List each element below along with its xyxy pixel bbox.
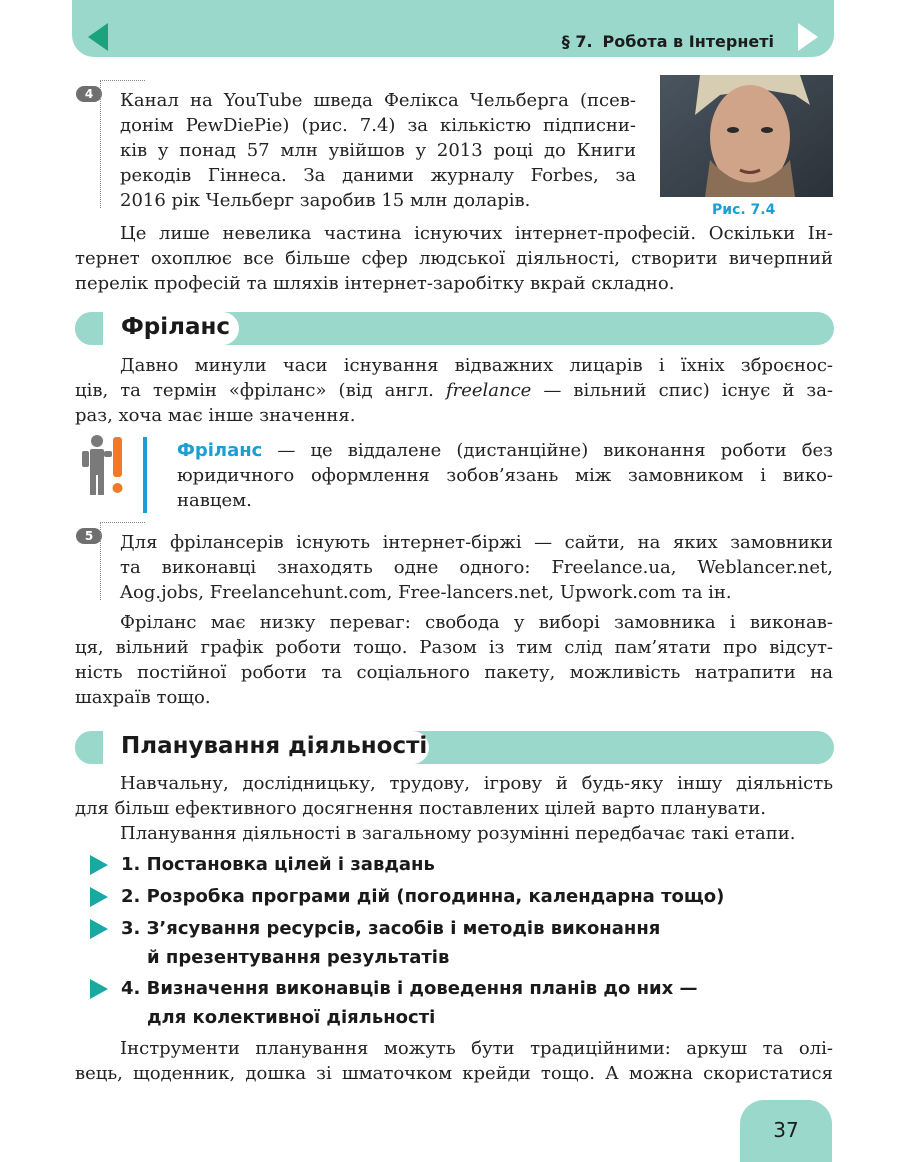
list-item-text: 2. Розробка програми дій (погодинна, календарна тощо) bbox=[121, 886, 725, 907]
list-item-text: 3. З’ясування ресурсів, засобів і методів виконання bbox=[121, 918, 661, 939]
text-line bbox=[75, 378, 833, 403]
paragraph-youtube bbox=[120, 88, 636, 213]
marker-guide-line bbox=[100, 522, 145, 523]
text-line: Для фрілансерів існують інтернет-біржі — сайти, на яких замовники bbox=[120, 532, 833, 553]
previous-page-arrow-icon[interactable] bbox=[88, 23, 108, 51]
paragraph-exchanges bbox=[120, 530, 833, 605]
bullet-arrow-icon bbox=[90, 855, 108, 875]
person-exclamation-icon bbox=[80, 433, 130, 499]
text-line: раз, хоча має інше значення. bbox=[75, 405, 356, 426]
list-item-text: 1. Постановка цілей і завдань bbox=[121, 854, 435, 875]
definition-icon bbox=[80, 433, 130, 499]
text-line: 2016 рік Чельберг заробив 15 млн доларів. bbox=[120, 190, 531, 211]
list-item-text: для колективної діяльності bbox=[147, 1007, 436, 1028]
text-line: навцем. bbox=[177, 490, 252, 511]
text-line: рекодів Гіннеса. За даними журналу Forbes, за bbox=[120, 165, 636, 186]
paragraph-tools bbox=[75, 1036, 833, 1086]
text-line: тернет охоплює все більше сфер людської діяльності, створити вичерпний bbox=[75, 248, 833, 269]
english-term: freelance bbox=[445, 380, 532, 401]
text-line: Інструменти планування можуть бути традиційними: аркуш та олі- bbox=[120, 1038, 833, 1059]
text-fragment: — вільний спис) існує й за- bbox=[531, 380, 834, 401]
text-line: та виконавці знаходять одне одного: Freelance.ua, Weblancer.net, bbox=[120, 557, 833, 578]
definition-block bbox=[177, 438, 833, 513]
list-item-text: й презентування результатів bbox=[147, 947, 450, 968]
chapter-title: Робота в Інтернеті bbox=[602, 32, 774, 51]
page-number: 37 bbox=[773, 1118, 799, 1142]
text-line: Фріланс має низку переваг: свобода у виборі замовника і виконав- bbox=[120, 612, 833, 633]
bullet-arrow-icon bbox=[90, 887, 108, 907]
marker-guide-line bbox=[100, 80, 145, 81]
text-line: ків у понад 57 млн увійшов у 2013 році до Книги bbox=[120, 140, 636, 161]
running-header-title bbox=[562, 32, 774, 51]
text-line: Давно минули часи існування відважних лицарів і їхніх зброєнос- bbox=[120, 355, 833, 376]
text-line: Aog.jobs, Freelancehunt.com, Free-lancers.net, Upwork.com та ін. bbox=[120, 582, 732, 603]
paragraph-professions bbox=[75, 221, 833, 296]
list-item bbox=[121, 882, 724, 911]
text-line: Планування діяльності в загальному розумінні передбачає такі етапи. bbox=[120, 823, 796, 844]
running-header bbox=[72, 0, 834, 57]
text-line: ця, вільний графік роботи тощо. Разом із тим слід пам’ятати про відсут- bbox=[75, 637, 833, 658]
marker-guide-line bbox=[100, 522, 101, 600]
figure-caption: Рис. 7.4 bbox=[712, 202, 776, 218]
bullet-arrow-icon bbox=[90, 979, 108, 999]
list-item bbox=[121, 914, 660, 972]
next-page-arrow-icon[interactable] bbox=[798, 23, 818, 51]
text-line: Канал на YouTube шведа Фелікса Чельберга (псев- bbox=[120, 90, 636, 111]
text-fragment: — це віддалене (дистанційне) виконання роботи без bbox=[262, 440, 833, 461]
text-line: вець, щоденник, дошка зі шматочком крейди тощо. А можна скористатися bbox=[75, 1063, 833, 1084]
section-number: § 7. bbox=[561, 32, 593, 51]
text-line: шахраїв тощо. bbox=[75, 687, 211, 708]
portrait-photo bbox=[660, 75, 833, 197]
section-title-planning: Планування діяльності bbox=[121, 733, 428, 759]
paragraph-freelance-intro bbox=[75, 353, 833, 428]
text-line: Це лише невелика частина існуючих інтернет-професій. Оскільки Ін- bbox=[120, 223, 833, 244]
list-item bbox=[121, 974, 698, 1032]
marker-guide-line bbox=[100, 80, 101, 208]
list-item bbox=[121, 850, 435, 879]
text-line: Навчальну, дослідницьку, трудову, ігрову й будь-яку іншу діяльність bbox=[120, 773, 833, 794]
list-item-text: 4. Визначення виконавців і доведення планів до них — bbox=[121, 978, 698, 999]
text-fragment: ців, та термін «фріланс» (від англ. bbox=[75, 380, 446, 401]
portrait-image bbox=[660, 75, 833, 197]
page-number-tab bbox=[740, 1100, 832, 1162]
text-line: донім PewDiePie) (рис. 7.4) за кількістю підписни- bbox=[120, 115, 636, 136]
text-line: ність постійної роботи та соціального пакету, можливість натрапити на bbox=[75, 662, 833, 683]
margin-marker-4: 4 bbox=[76, 86, 102, 102]
section-title-freelance: Фріланс bbox=[121, 314, 231, 340]
definition-accent-bar bbox=[143, 437, 147, 513]
paragraph-advantages bbox=[75, 610, 833, 710]
text-line bbox=[177, 438, 833, 463]
margin-marker-5: 5 bbox=[76, 528, 102, 544]
paragraph-planning bbox=[75, 771, 833, 846]
text-line: перелік професій та шляхів інтернет-заробітку вкрай складно. bbox=[75, 273, 675, 294]
bullet-arrow-icon bbox=[90, 919, 108, 939]
text-line: юридичного оформлення зобов’язань між замовником і вико- bbox=[177, 465, 833, 486]
definition-term: Фріланс bbox=[177, 440, 263, 461]
text-line: для більш ефективного досягнення поставлених цілей варто планувати. bbox=[75, 798, 766, 819]
